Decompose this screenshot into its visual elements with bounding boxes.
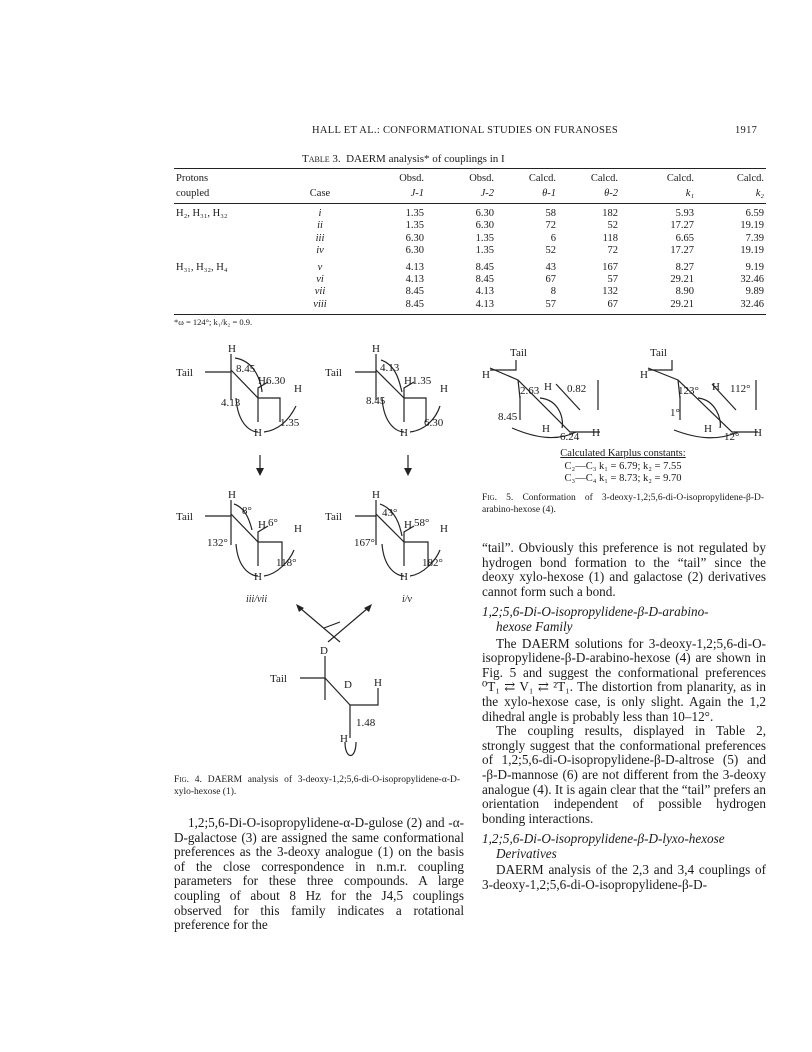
table-header-row-2 xyxy=(174,186,766,204)
cell-theta1: 72 xyxy=(545,220,556,232)
cell-j2: 6.30 xyxy=(475,208,494,219)
download-watermark xyxy=(0,0,24,1052)
page-number: 1917 xyxy=(735,125,758,136)
table-row xyxy=(174,233,766,245)
fig4-c-h-top: H xyxy=(228,489,236,501)
header-theta1: θ-1 xyxy=(496,186,558,204)
table-row xyxy=(174,299,766,315)
fig5-left-tail: Tail xyxy=(510,347,527,359)
cell-j2: 4.13 xyxy=(475,286,494,298)
fig4-d-h-mid: H xyxy=(404,519,412,531)
cell-case: i xyxy=(318,208,322,219)
fig4-d-h-bottom: H xyxy=(400,571,408,583)
fig4-a-h-right: H xyxy=(294,383,302,395)
cell-j1: 1.35 xyxy=(405,220,424,232)
header-theta2: θ-2 xyxy=(558,186,620,204)
cell-protons: H₂, H₃₁, H₃₂ xyxy=(176,208,228,219)
fig5-left-h-right: H xyxy=(592,427,600,439)
cell-protons xyxy=(174,245,284,257)
section-heading-lyxo xyxy=(482,832,766,861)
cell-theta2: 72 xyxy=(607,245,618,257)
table-row xyxy=(174,245,766,257)
header-j1: J-1 xyxy=(356,186,426,204)
fig4-e-tail: Tail xyxy=(270,673,287,685)
section-heading-lyxo-line2: Derivatives xyxy=(496,845,557,861)
cell-protons xyxy=(174,220,284,232)
karplus-line-1: C₂—C₃ k₁ = 6.79; k₂ = 7.55 xyxy=(564,460,682,472)
fig4-c-h-mid: H xyxy=(258,519,266,531)
fig5-caption-text: Conformation of 3-deoxy-1,2;5,6-di-O-isopropylidene-β-D-arabino-hexose (4). xyxy=(482,493,765,515)
fig4-c-118: 118° xyxy=(276,557,297,569)
fig4-c-tail: Tail xyxy=(176,511,193,523)
figure-5-caption xyxy=(482,493,764,516)
left-column-text xyxy=(174,816,464,933)
cell-k2: 32.46 xyxy=(696,299,766,315)
header-protons: Protons xyxy=(174,169,284,187)
fig5-left-263: 2.63 xyxy=(520,385,540,397)
fig4-c-8: 8° xyxy=(242,505,252,517)
table-row xyxy=(174,274,766,286)
cell-j2: 1.35 xyxy=(475,245,494,257)
cell-theta1: 52 xyxy=(545,245,556,257)
header-calcd-4: Calcd. xyxy=(696,169,766,187)
cell-theta1: 57 xyxy=(496,299,558,315)
fig4-c-h-bottom: H xyxy=(254,571,262,583)
fig4-e-d-mid: D xyxy=(344,679,352,691)
header-calcd-2: Calcd. xyxy=(558,169,620,187)
fig5-left-h-top: H xyxy=(482,369,490,381)
fig5-right-12: 12° xyxy=(724,431,740,443)
cell-k1: 8.90 xyxy=(675,286,694,298)
cell-j1: 1.35 xyxy=(405,208,424,219)
cell-j1: 4.13 xyxy=(405,261,424,273)
fig4-b-h-top: H xyxy=(372,343,380,355)
fig4-a-845: 8.45 xyxy=(236,363,256,375)
cell-k2: 19.19 xyxy=(740,245,764,257)
cell-theta2: 118 xyxy=(602,232,618,244)
fig4-e-148: 1.48 xyxy=(356,717,376,729)
fig4-d-h-right: H xyxy=(440,523,448,535)
fig4-b-tail: Tail xyxy=(325,367,342,379)
section-heading-arabino-line2: hexose Family xyxy=(496,618,573,634)
fig4-a-h-top: H xyxy=(228,343,236,355)
cell-k2: 9.19 xyxy=(745,261,764,273)
header-j2: J-2 xyxy=(426,186,496,204)
cell-k1: 29.21 xyxy=(670,274,694,286)
cell-case: viii xyxy=(284,299,356,315)
cell-k1: 29.21 xyxy=(620,299,696,315)
cell-case: v xyxy=(317,261,323,273)
fig4-caption-text: DAERM analysis of 3-deoxy-1,2;5,6-di-O-isopropylidene-α-D-xylo-hexose (1). xyxy=(174,775,461,797)
fig5-caption-label: Fig. 5. xyxy=(482,493,514,503)
fig4-d-tail: Tail xyxy=(325,511,342,523)
cell-k1: 17.27 xyxy=(670,220,694,232)
cell-j2: 4.13 xyxy=(426,299,496,315)
cell-j2: 6.30 xyxy=(475,220,494,232)
fig4-b-413: 4.13 xyxy=(380,362,400,374)
fig4-b-h-right: H xyxy=(440,383,448,395)
left-paragraph-1: 1,2;5,6-Di-O-isopropylidene-α-D-gulose (2) and -α-D-galactose (3) are assigned the same conformational preferences as the 3-deoxy analogue (1) on the basis of the close correspondence in n.m.r. coupling parameters for these three compounds. A large coupling of about 8 Hz for the J4,5 couplings observed for this family indicates a rotational preference for the xyxy=(174,815,464,933)
cell-theta2: 57 xyxy=(607,274,618,286)
fig5-right-tail: Tail xyxy=(650,347,667,359)
fig4-a-630: 6.30 xyxy=(266,375,286,387)
cell-theta1: 6 xyxy=(550,232,556,244)
header-case-top xyxy=(284,169,356,187)
cell-theta2: 67 xyxy=(558,299,620,315)
fig4-a-h-mid: H xyxy=(258,375,266,387)
table-row xyxy=(174,258,766,274)
cell-theta2: 167 xyxy=(602,261,618,273)
cell-theta1: 67 xyxy=(545,274,556,286)
fig5-right-h-mid: H xyxy=(712,381,720,393)
header-case: Case xyxy=(284,186,356,204)
section-heading-arabino-line1: 1,2;5,6-Di-O-isopropylidene-β-D-arabino- xyxy=(482,604,709,620)
karplus-title: Calculated Karplus constants: xyxy=(560,448,686,459)
fig4-d-58: 58° xyxy=(414,517,430,529)
fig4-case-left: iii/vii xyxy=(246,594,268,605)
header-k1: k₁ xyxy=(620,186,696,204)
fig4-c-6: 6° xyxy=(268,517,278,529)
fig4-a-h-bottom: H xyxy=(254,427,262,439)
header-obsd-1: Obsd. xyxy=(356,169,426,187)
section-heading-arabino xyxy=(482,605,766,634)
header-calcd-1: Calcd. xyxy=(496,169,558,187)
cell-protons xyxy=(174,299,284,315)
running-title: HALL ET AL.: CONFORMATIONAL STUDIES ON FURANOSES xyxy=(312,125,618,136)
karplus-line-2: C₃—C₄ k₁ = 8.73; k₂ = 9.70 xyxy=(564,473,682,484)
fig4-b-845: 8.45 xyxy=(366,395,386,407)
fig4-case-right: i/v xyxy=(402,594,412,605)
header-coupled: coupled xyxy=(174,186,284,204)
table-header-row-1 xyxy=(174,169,766,187)
karplus-constants xyxy=(518,448,728,486)
fig5-left-845: 8.45 xyxy=(498,411,518,423)
cell-theta1: 8 xyxy=(550,286,556,298)
right-paragraph-2: The DAERM solutions for 3-deoxy-1,2;5,6-di-O-isopropylidene-β-D-arabino-hexose (4) are shown in Fig. 5 and suggest the conformational preferences ⁰T₁ ⇄ V₁ ⇄ ²T₁. The distortion from planarity, as in the xylo-hexose case, is only slight. Again the 1,2 dihedral angle is probably less than 10–12°. xyxy=(482,635,766,724)
fig4-d-h-top: H xyxy=(372,489,380,501)
cell-case: vii xyxy=(314,286,326,298)
fig5-left-624: 6.24 xyxy=(560,431,580,443)
table-caption-label: Table 3. xyxy=(302,153,341,165)
right-column-text xyxy=(482,541,766,893)
table-caption-text: DAERM analysis* of couplings in I xyxy=(346,153,505,165)
cell-j2: 8.45 xyxy=(475,261,494,273)
cell-protons: H₃₁, H₃₂, H₄ xyxy=(176,261,228,273)
table-footnote: *ω = 124°; k₁/k₂ = 0.9. xyxy=(174,317,253,327)
fig5-left-h-mid: H xyxy=(544,381,552,393)
cell-protons xyxy=(174,286,284,298)
fig4-a-135: 1.35 xyxy=(280,417,300,429)
cell-theta2: 182 xyxy=(602,208,618,219)
fig4-d-182: 182° xyxy=(422,557,443,569)
fig4-b-h-mid: H xyxy=(404,375,412,387)
figure-4-diagram xyxy=(170,340,480,775)
cell-k2: 9.89 xyxy=(745,286,764,298)
cell-j1: 4.13 xyxy=(405,274,424,286)
cell-j1: 8.45 xyxy=(405,286,424,298)
cell-k1: 8.27 xyxy=(675,261,694,273)
fig5-right-h-low: H xyxy=(704,423,712,435)
fig4-e-h-right: H xyxy=(374,677,382,689)
cell-theta1: 58 xyxy=(545,208,556,219)
cell-protons xyxy=(174,233,284,245)
fig4-d-43: 43° xyxy=(382,507,398,519)
fig4-c-h-right: H xyxy=(294,523,302,535)
fig5-left-h-low: H xyxy=(542,423,550,435)
cell-j1: 6.30 xyxy=(405,232,424,244)
header-calcd-3: Calcd. xyxy=(620,169,696,187)
header-obsd-2: Obsd. xyxy=(426,169,496,187)
cell-k2: 7.39 xyxy=(745,232,764,244)
figure-4-caption xyxy=(174,775,460,798)
fig5-left-082: 0.82 xyxy=(567,383,587,395)
table-row xyxy=(174,286,766,298)
fig4-b-h-bottom: H xyxy=(400,427,408,439)
cell-k2: 6.59 xyxy=(745,208,764,219)
cell-case: vi xyxy=(316,274,324,286)
cell-j1: 8.45 xyxy=(356,299,426,315)
cell-k1: 6.65 xyxy=(675,232,694,244)
right-paragraph-4: DAERM analysis of the 2,3 and 3,4 couplings of 3-deoxy-1,2;5,6-di-O-isopropylidene-β-D- xyxy=(482,862,766,893)
fig5-right-123: 123° xyxy=(678,385,699,397)
figure-5-diagram xyxy=(478,340,768,460)
fig5-right-112: 112° xyxy=(730,383,751,395)
cell-theta2: 132 xyxy=(602,286,618,298)
cell-theta2: 52 xyxy=(607,220,618,232)
cell-j2: 1.35 xyxy=(475,232,494,244)
cell-case: iv xyxy=(316,245,324,257)
header-k2: k₂ xyxy=(696,186,766,204)
cell-j1: 6.30 xyxy=(405,245,424,257)
fig4-e-d-top: D xyxy=(320,645,328,657)
cell-k1: 17.27 xyxy=(670,245,694,257)
fig5-right-h-right: H xyxy=(754,427,762,439)
cell-protons xyxy=(174,274,284,286)
fig4-e-h-bottom: H xyxy=(340,733,348,745)
cell-case: iii xyxy=(315,232,325,244)
cell-theta1: 43 xyxy=(545,261,556,273)
fig4-caption-label: Fig. 4. xyxy=(174,775,202,785)
fig4-b-630: 6.30 xyxy=(424,417,444,429)
fig4-a-413: 4.13 xyxy=(221,397,241,409)
fig5-right-h-top: H xyxy=(640,369,648,381)
cell-k2: 32.46 xyxy=(740,274,764,286)
daerm-table xyxy=(174,168,766,315)
cell-j2: 8.45 xyxy=(475,274,494,286)
fig4-d-167: 167° xyxy=(354,537,375,549)
table-caption xyxy=(302,153,505,165)
right-paragraph-1: “tail”. Obviously this preference is not regulated by hydrogen bond formation to the “tail” since the deoxy xylo-hexose (1) and galactose (2) derivatives cannot form such a bond. xyxy=(482,540,766,599)
table-row xyxy=(174,204,766,221)
cell-case: ii xyxy=(317,220,323,232)
fig4-a-tail: Tail xyxy=(176,367,193,379)
fig5-right-1: 1° xyxy=(670,407,680,419)
table-row xyxy=(174,220,766,232)
right-paragraph-3: The coupling results, displayed in Table 2, strongly suggest that the conformational preferences of 1,2;5,6-di-O-isopropylidene-β-D-altrose (5) and -β-D-mannose (6) are not different from the 3-deoxy analogue (4). It is again clear that the “tail” prefers an orientation independent of possible hydrogen bonding interactions. xyxy=(482,723,766,826)
fig4-c-132: 132° xyxy=(207,537,228,549)
cell-k2: 19.19 xyxy=(740,220,764,232)
section-heading-lyxo-line1: 1,2;5,6-Di-O-isopropylidene-β-D-lyxo-hexose xyxy=(482,831,725,847)
fig4-b-135: 1.35 xyxy=(412,375,432,387)
cell-k1: 5.93 xyxy=(675,208,694,219)
